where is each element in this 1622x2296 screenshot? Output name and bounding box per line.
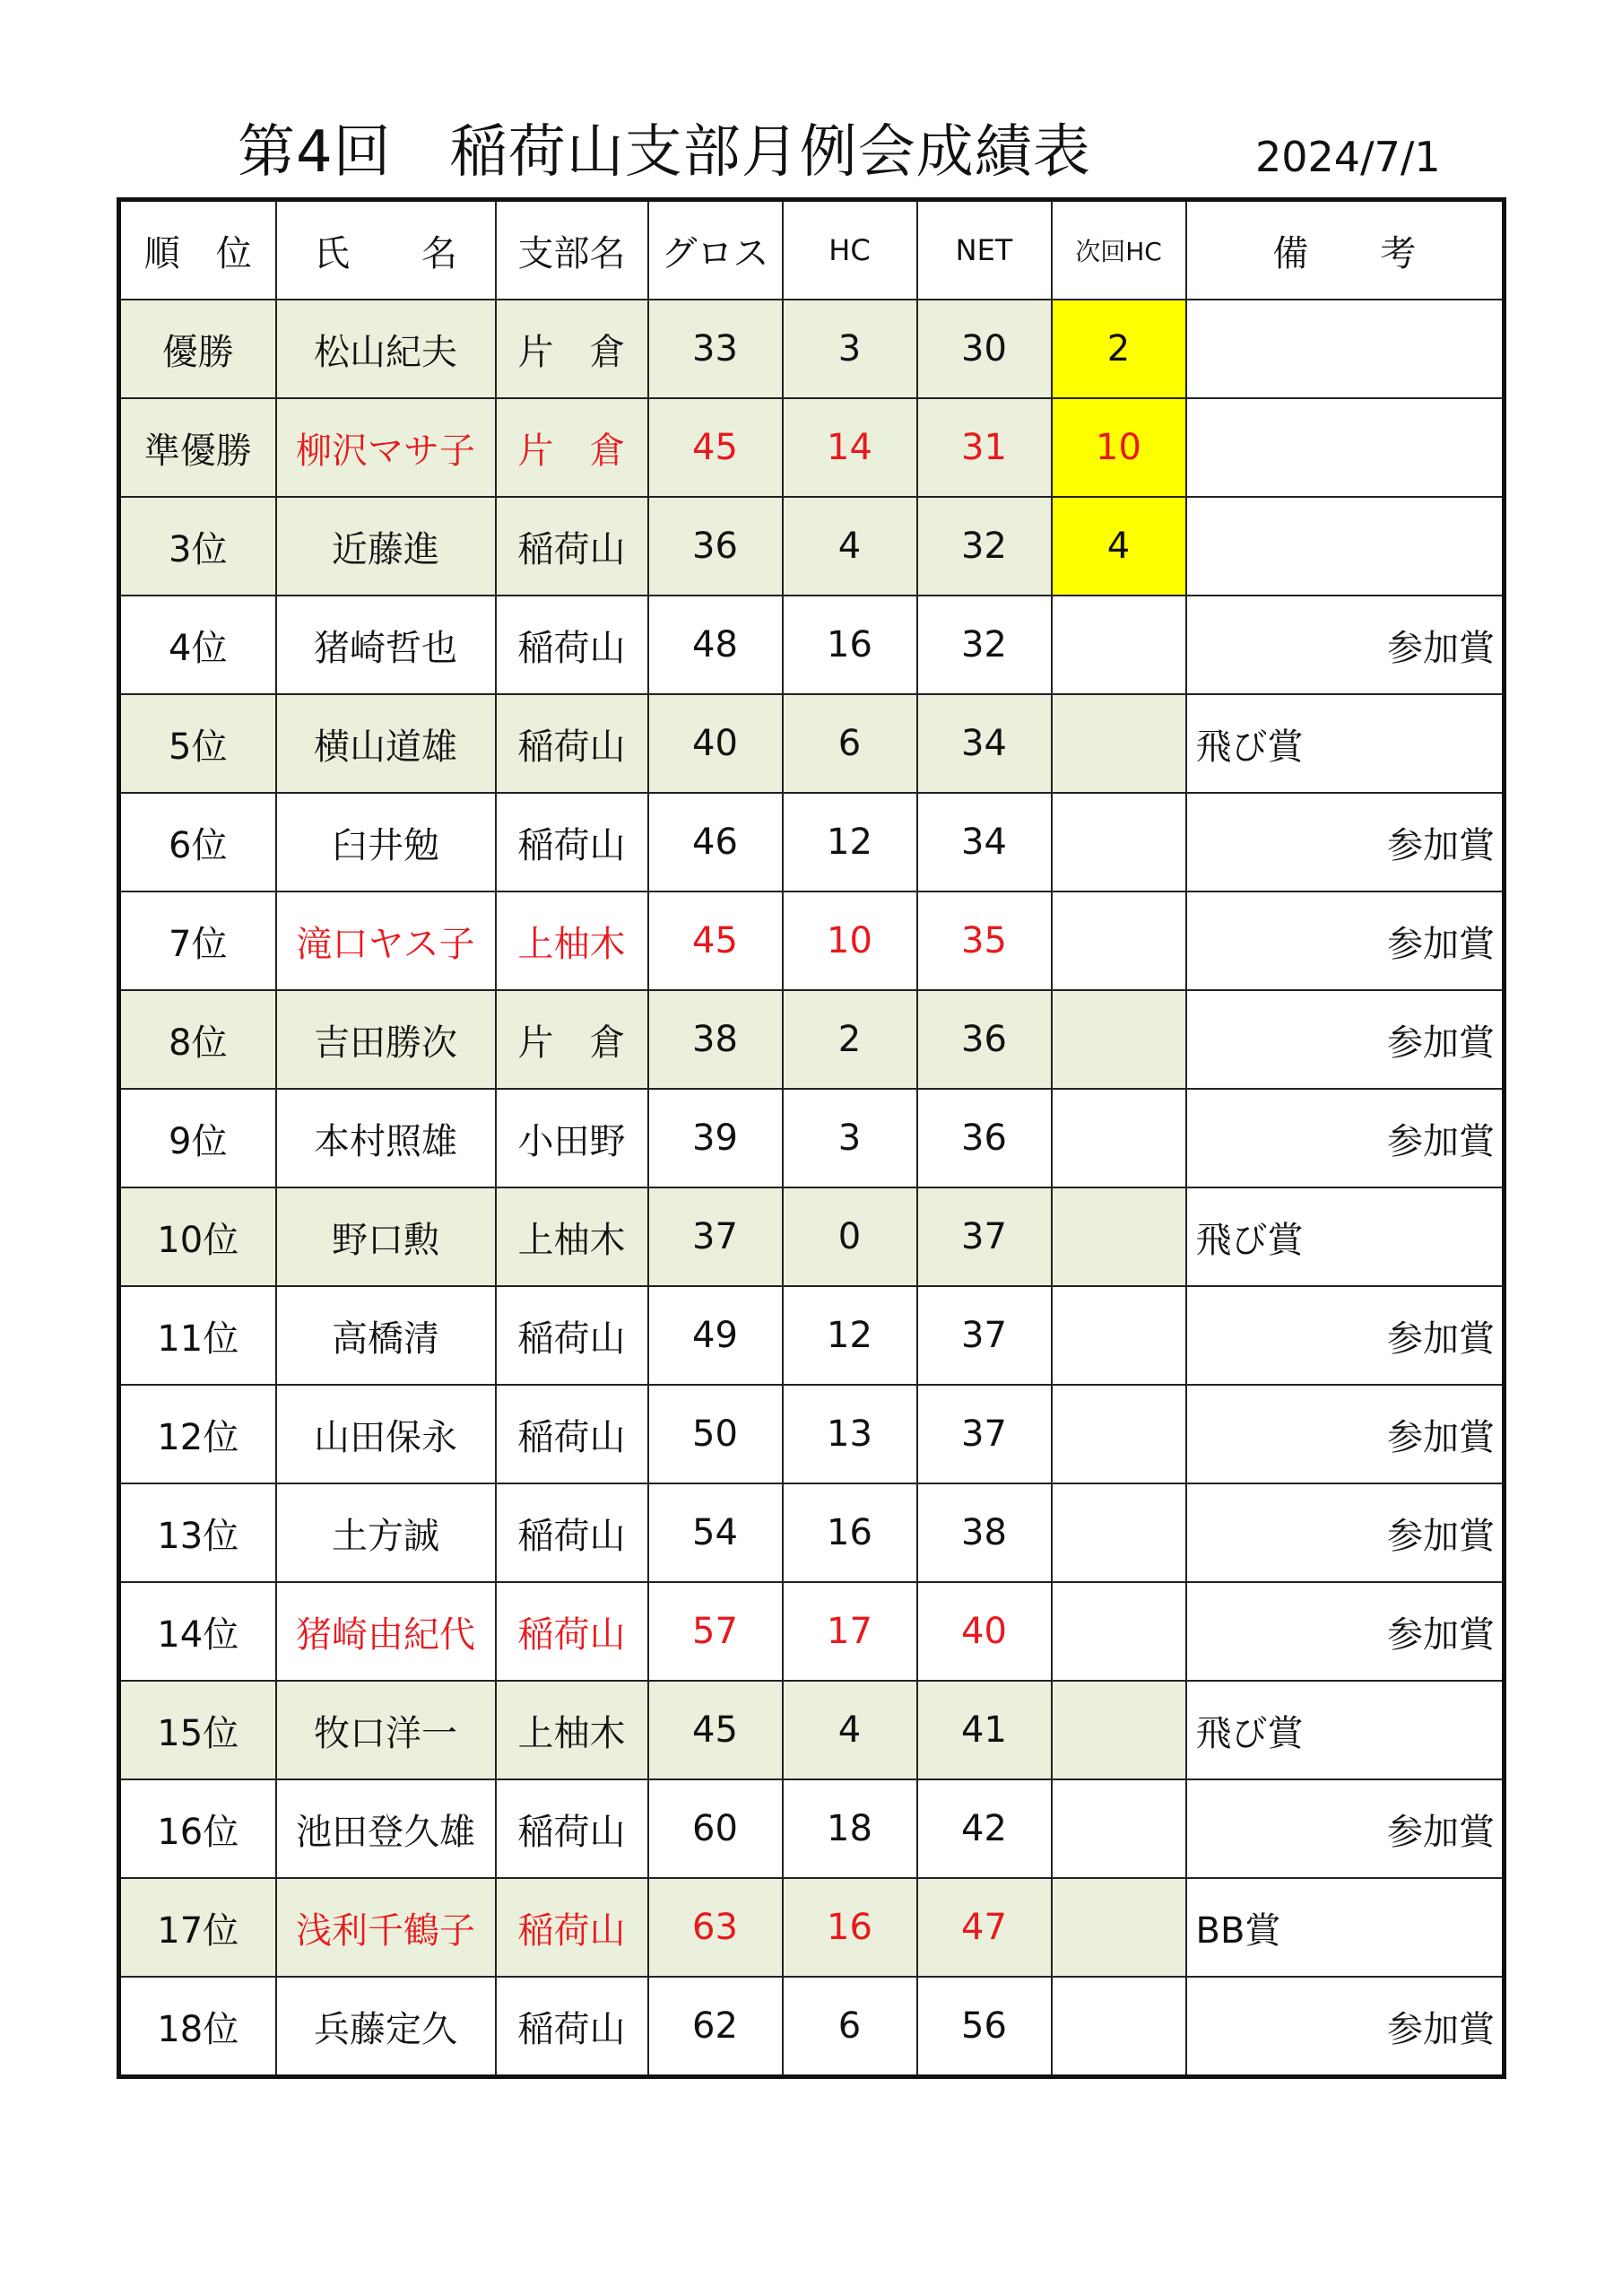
gross-cell: 39 bbox=[648, 1089, 783, 1187]
table-row bbox=[119, 1286, 1505, 1385]
branch-cell: 稲荷山 bbox=[496, 1286, 648, 1385]
remarks-cell: 参加賞 bbox=[1186, 1385, 1505, 1483]
hc-cell: 3 bbox=[783, 1089, 917, 1187]
table-row bbox=[119, 1089, 1505, 1187]
remarks-cell: 参加賞 bbox=[1186, 990, 1505, 1089]
next-hc-cell: 4 bbox=[1052, 497, 1186, 596]
remarks-cell: BB賞 bbox=[1186, 1878, 1505, 1977]
branch-cell: 上柚木 bbox=[496, 1187, 648, 1286]
hc-cell: 13 bbox=[783, 1385, 917, 1483]
hc-cell: 2 bbox=[783, 990, 917, 1089]
branch-cell: 稲荷山 bbox=[496, 1977, 648, 2077]
remarks-cell: 参加賞 bbox=[1186, 1582, 1505, 1681]
col-branch: 支部名 bbox=[496, 200, 648, 300]
branch-cell: 上柚木 bbox=[496, 891, 648, 990]
net-cell: 47 bbox=[917, 1878, 1052, 1977]
results-table bbox=[117, 197, 1506, 2079]
remarks-cell: 参加賞 bbox=[1186, 1286, 1505, 1385]
col-gross: グロス bbox=[648, 200, 783, 300]
next-hc-cell bbox=[1052, 1286, 1186, 1385]
hc-cell: 16 bbox=[783, 1878, 917, 1977]
gross-cell: 45 bbox=[648, 1681, 783, 1779]
remarks-cell bbox=[1186, 300, 1505, 398]
hc-cell: 3 bbox=[783, 300, 917, 398]
name-cell: 臼井勉 bbox=[276, 793, 496, 891]
branch-cell: 稲荷山 bbox=[496, 1779, 648, 1878]
hc-cell: 18 bbox=[783, 1779, 917, 1878]
next-hc-cell bbox=[1052, 596, 1186, 694]
net-cell: 30 bbox=[917, 300, 1052, 398]
rank-cell: 6位 bbox=[119, 793, 276, 891]
next-hc-cell bbox=[1052, 1977, 1186, 2077]
rank-cell: 4位 bbox=[119, 596, 276, 694]
next-hc-cell bbox=[1052, 1385, 1186, 1483]
branch-cell: 小田野 bbox=[496, 1089, 648, 1187]
branch-cell: 稲荷山 bbox=[496, 1483, 648, 1582]
next-hc-cell bbox=[1052, 1779, 1186, 1878]
rank-cell: 17位 bbox=[119, 1878, 276, 1977]
name-cell: 池田登久雄 bbox=[276, 1779, 496, 1878]
remarks-cell: 参加賞 bbox=[1186, 1977, 1505, 2077]
gross-cell: 40 bbox=[648, 694, 783, 793]
name-cell: 松山紀夫 bbox=[276, 300, 496, 398]
col-net: NET bbox=[917, 200, 1052, 300]
rank-cell: 18位 bbox=[119, 1977, 276, 2077]
remarks-cell: 参加賞 bbox=[1186, 1089, 1505, 1187]
gross-cell: 45 bbox=[648, 398, 783, 497]
table-row bbox=[119, 1483, 1505, 1582]
hc-cell: 14 bbox=[783, 398, 917, 497]
header-row bbox=[119, 200, 1505, 300]
remarks-cell: 参加賞 bbox=[1186, 1779, 1505, 1878]
table-row bbox=[119, 1977, 1505, 2077]
branch-cell: 上柚木 bbox=[496, 1681, 648, 1779]
table-row bbox=[119, 1878, 1505, 1977]
gross-cell: 36 bbox=[648, 497, 783, 596]
hc-cell: 0 bbox=[783, 1187, 917, 1286]
next-hc-cell bbox=[1052, 1878, 1186, 1977]
col-hc: HC bbox=[783, 200, 917, 300]
table-row bbox=[119, 1187, 1505, 1286]
next-hc-cell bbox=[1052, 1089, 1186, 1187]
branch-cell: 稲荷山 bbox=[496, 793, 648, 891]
hc-cell: 12 bbox=[783, 1286, 917, 1385]
remarks-cell: 飛び賞 bbox=[1186, 694, 1505, 793]
report-date: 2024/7/1 bbox=[1255, 133, 1441, 181]
col-next-hc: 次回HC bbox=[1052, 200, 1186, 300]
remarks-cell: 参加賞 bbox=[1186, 1483, 1505, 1582]
net-cell: 40 bbox=[917, 1582, 1052, 1681]
gross-cell: 45 bbox=[648, 891, 783, 990]
name-cell: 吉田勝次 bbox=[276, 990, 496, 1089]
branch-cell: 稲荷山 bbox=[496, 596, 648, 694]
gross-cell: 49 bbox=[648, 1286, 783, 1385]
net-cell: 41 bbox=[917, 1681, 1052, 1779]
col-name: 氏 名 bbox=[276, 200, 496, 300]
hc-cell: 16 bbox=[783, 596, 917, 694]
hc-cell: 6 bbox=[783, 694, 917, 793]
rank-cell: 9位 bbox=[119, 1089, 276, 1187]
gross-cell: 33 bbox=[648, 300, 783, 398]
net-cell: 32 bbox=[917, 497, 1052, 596]
gross-cell: 54 bbox=[648, 1483, 783, 1582]
net-cell: 34 bbox=[917, 793, 1052, 891]
net-cell: 32 bbox=[917, 596, 1052, 694]
rank-cell: 3位 bbox=[119, 497, 276, 596]
gross-cell: 50 bbox=[648, 1385, 783, 1483]
table-row bbox=[119, 300, 1505, 398]
gross-cell: 62 bbox=[648, 1977, 783, 2077]
rank-cell: 5位 bbox=[119, 694, 276, 793]
next-hc-cell bbox=[1052, 1681, 1186, 1779]
next-hc-cell bbox=[1052, 793, 1186, 891]
branch-cell: 片 倉 bbox=[496, 398, 648, 497]
name-cell: 滝口ヤス子 bbox=[276, 891, 496, 990]
rank-cell: 14位 bbox=[119, 1582, 276, 1681]
remarks-cell bbox=[1186, 398, 1505, 497]
branch-cell: 稲荷山 bbox=[496, 1385, 648, 1483]
net-cell: 38 bbox=[917, 1483, 1052, 1582]
remarks-cell bbox=[1186, 497, 1505, 596]
gross-cell: 60 bbox=[648, 1779, 783, 1878]
name-cell: 浅利千鶴子 bbox=[276, 1878, 496, 1977]
gross-cell: 57 bbox=[648, 1582, 783, 1681]
next-hc-cell: 10 bbox=[1052, 398, 1186, 497]
gross-cell: 63 bbox=[648, 1878, 783, 1977]
rank-cell: 準優勝 bbox=[119, 398, 276, 497]
name-cell: 猪崎哲也 bbox=[276, 596, 496, 694]
net-cell: 34 bbox=[917, 694, 1052, 793]
name-cell: 本村照雄 bbox=[276, 1089, 496, 1187]
name-cell: 柳沢マサ子 bbox=[276, 398, 496, 497]
hc-cell: 16 bbox=[783, 1483, 917, 1582]
name-cell: 兵藤定久 bbox=[276, 1977, 496, 2077]
net-cell: 37 bbox=[917, 1187, 1052, 1286]
name-cell: 高橋清 bbox=[276, 1286, 496, 1385]
table-row bbox=[119, 1385, 1505, 1483]
branch-cell: 稲荷山 bbox=[496, 497, 648, 596]
table-row bbox=[119, 497, 1505, 596]
remarks-cell: 参加賞 bbox=[1186, 793, 1505, 891]
table-row bbox=[119, 398, 1505, 497]
table-row bbox=[119, 596, 1505, 694]
col-remarks: 備 考 bbox=[1186, 200, 1505, 300]
branch-cell: 片 倉 bbox=[496, 300, 648, 398]
net-cell: 42 bbox=[917, 1779, 1052, 1878]
hc-cell: 12 bbox=[783, 793, 917, 891]
gross-cell: 38 bbox=[648, 990, 783, 1089]
name-cell: 野口勲 bbox=[276, 1187, 496, 1286]
net-cell: 31 bbox=[917, 398, 1052, 497]
name-cell: 猪崎由紀代 bbox=[276, 1582, 496, 1681]
rank-cell: 優勝 bbox=[119, 300, 276, 398]
table-row bbox=[119, 793, 1505, 891]
table-row bbox=[119, 990, 1505, 1089]
remarks-cell: 参加賞 bbox=[1186, 596, 1505, 694]
name-cell: 横山道雄 bbox=[276, 694, 496, 793]
branch-cell: 稲荷山 bbox=[496, 694, 648, 793]
hc-cell: 4 bbox=[783, 1681, 917, 1779]
branch-cell: 稲荷山 bbox=[496, 1878, 648, 1977]
hc-cell: 6 bbox=[783, 1977, 917, 2077]
next-hc-cell bbox=[1052, 694, 1186, 793]
hc-cell: 4 bbox=[783, 497, 917, 596]
hc-cell: 17 bbox=[783, 1582, 917, 1681]
remarks-cell: 飛び賞 bbox=[1186, 1681, 1505, 1779]
net-cell: 35 bbox=[917, 891, 1052, 990]
table-row bbox=[119, 1681, 1505, 1779]
next-hc-cell: 2 bbox=[1052, 300, 1186, 398]
branch-cell: 稲荷山 bbox=[496, 1582, 648, 1681]
next-hc-cell bbox=[1052, 1187, 1186, 1286]
rank-cell: 12位 bbox=[119, 1385, 276, 1483]
net-cell: 37 bbox=[917, 1385, 1052, 1483]
net-cell: 36 bbox=[917, 990, 1052, 1089]
table-row bbox=[119, 1779, 1505, 1878]
rank-cell: 15位 bbox=[119, 1681, 276, 1779]
net-cell: 36 bbox=[917, 1089, 1052, 1187]
gross-cell: 37 bbox=[648, 1187, 783, 1286]
rank-cell: 16位 bbox=[119, 1779, 276, 1878]
name-cell: 牧口洋一 bbox=[276, 1681, 496, 1779]
remarks-cell: 参加賞 bbox=[1186, 891, 1505, 990]
gross-cell: 48 bbox=[648, 596, 783, 694]
rank-cell: 10位 bbox=[119, 1187, 276, 1286]
next-hc-cell bbox=[1052, 891, 1186, 990]
gross-cell: 46 bbox=[648, 793, 783, 891]
net-cell: 56 bbox=[917, 1977, 1052, 2077]
table-row bbox=[119, 694, 1505, 793]
branch-cell: 片 倉 bbox=[496, 990, 648, 1089]
rank-cell: 13位 bbox=[119, 1483, 276, 1582]
table-row bbox=[119, 891, 1505, 990]
table-row bbox=[119, 1582, 1505, 1681]
rank-cell: 7位 bbox=[119, 891, 276, 990]
next-hc-cell bbox=[1052, 1582, 1186, 1681]
name-cell: 土方誠 bbox=[276, 1483, 496, 1582]
name-cell: 山田保永 bbox=[276, 1385, 496, 1483]
results-body bbox=[119, 300, 1505, 2077]
next-hc-cell bbox=[1052, 990, 1186, 1089]
rank-cell: 8位 bbox=[119, 990, 276, 1089]
name-cell: 近藤進 bbox=[276, 497, 496, 596]
next-hc-cell bbox=[1052, 1483, 1186, 1582]
hc-cell: 10 bbox=[783, 891, 917, 990]
net-cell: 37 bbox=[917, 1286, 1052, 1385]
page-title: 第4回 稲荷山支部月例会成績表 bbox=[238, 119, 1091, 186]
remarks-cell: 飛び賞 bbox=[1186, 1187, 1505, 1286]
rank-cell: 11位 bbox=[119, 1286, 276, 1385]
col-rank: 順 位 bbox=[119, 200, 276, 300]
